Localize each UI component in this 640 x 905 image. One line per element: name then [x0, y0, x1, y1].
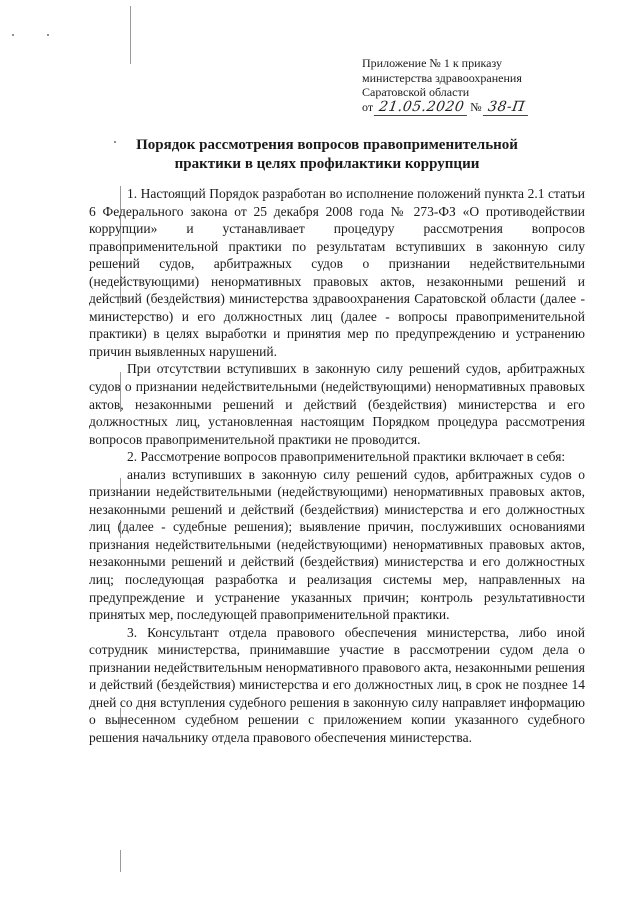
appendix-line-1: Приложение № 1 к приказу — [362, 56, 502, 70]
handwritten-date: 21.05.2020 — [374, 100, 469, 116]
appendix-date-row — [362, 100, 592, 116]
appendix-block — [362, 56, 592, 115]
paragraph-2: При отсутствии вступивших в законную силу решений судов, арбитражных судов о признании недействительными (недействующими) ненормативных правовых актов, незаконными решений и действий (бездействия) министерства и его должностных лиц, установленная настоящим Порядком процедура рассмотрения вопросов правоприменительной практики не проводится. — [89, 361, 585, 447]
paragraph-5: 3. Консультант отдела правового обеспечения министерства, либо иной сотрудник министерства, принимавшие участие в рассмотрении судом дела о признании недействительным ненормативного правового акта, незаконными решения и действий (бездействия) министерства и его должностных лиц, в срок не позднее 14 дней со дня вступления судебного решения в законную силу направляет информацию о вынесенном судебном решении с приложением копии указанного судебного решения начальнику отдела правового обеспечения министерства. — [89, 624, 585, 745]
handwritten-number: 38-П — [483, 100, 530, 116]
appendix-line-3: Саратовской области — [362, 85, 470, 99]
title-line-1: Порядок рассмотрения вопросов правоприменительной — [136, 137, 518, 153]
title-line-2: практики в целях профилактики коррупции — [174, 156, 480, 172]
paragraph-4: анализ вступивших в законную силу решений судов, арбитражных судов о признании недействительными (недействующими) ненормативных правовых актов, незаконными решений и действий (бездействия) министерства и его должностных лиц (далее - судебные решения); выявление причин, послуживших основаниями признания недействительными (недействующими) ненормативных правовых актов, незаконными решений и действий (бездействия) министерства и его должностных лиц; последующая разработка и реализация системы мер, направленных на предупреждение и устранение указанных причин; контроль результативности принятых мер, последующей правоприменительной практики. — [89, 466, 585, 623]
appendix-line-2: министерства здравоохранения — [362, 70, 522, 85]
scan-artifact-dot — [47, 34, 49, 36]
document-body — [89, 185, 585, 747]
date-prefix: от — [362, 99, 374, 114]
scan-artifact-dot — [12, 34, 14, 36]
paragraph-3: 2. Рассмотрение вопросов правоприменительной практики включает в себя: — [127, 449, 566, 465]
paragraph-1: 1. Настоящий Порядок разработан во исполнение положений пункта 2.1 статьи 6 Федерального закона от 25 декабря 2008 года № 273-ФЗ «О противодействии коррупции» и устанавливает процедуру рассмотрения вопросов правоприменительной практики по результатам вступивших в законную силу решений судов, арбитражных судов о признании недействительными (недействующими) ненормативных правовых актов, незаконными решений и действий (бездействия) министерства здравоохранения Саратовской области (далее - министерство) и его должностных лиц (далее - вопросы правоприменительной практики) в целях выработки и принятия мер по предупреждению и устранению причин выявленных нарушений. — [89, 186, 585, 359]
document-title — [92, 136, 562, 174]
scan-artifact-line — [130, 6, 131, 64]
scan-artifact-line — [120, 850, 121, 872]
number-prefix: № — [470, 99, 482, 114]
